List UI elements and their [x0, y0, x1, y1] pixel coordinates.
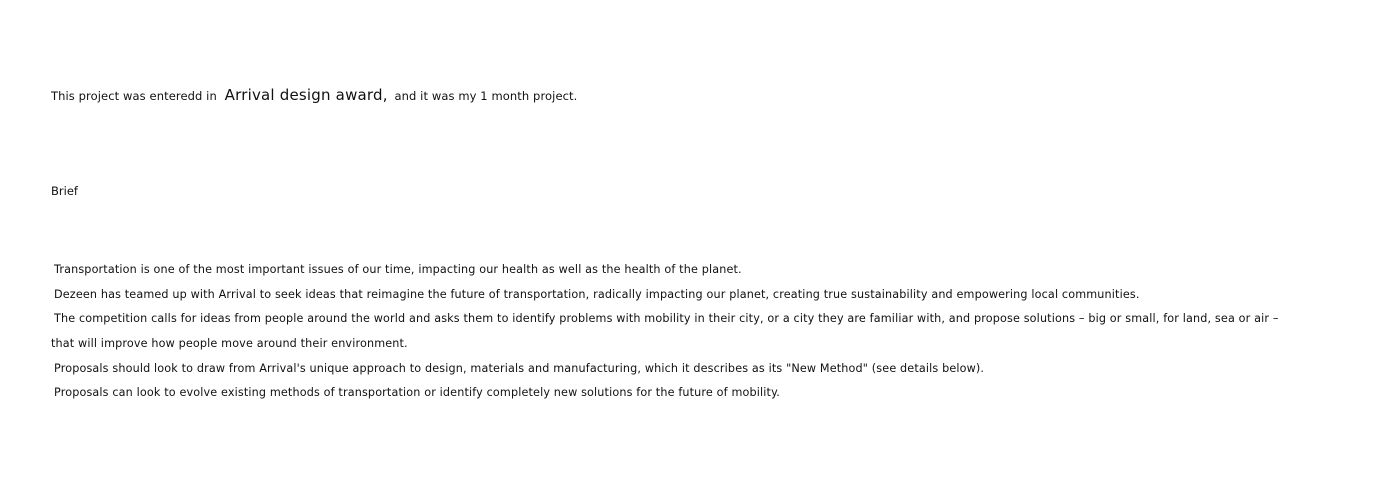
brief-line: Proposals should look to draw from Arrival's unique approach to design, materials and manufacturing, which it describes as its "New Method" (see details below). [54, 361, 985, 375]
brief-heading: Brief [51, 184, 78, 198]
brief-body [51, 258, 1279, 406]
intro-award-name: Arrival design award, [224, 86, 388, 104]
brief-line: Transportation is one of the most important issues of our time, impacting our health as well as the health of the planet. [54, 263, 742, 276]
brief-line: Dezeen has teamed up with Arrival to seek ideas that reimagine the future of transportation, radically impacting our planet, creating true sustainability and empowering local communities. [54, 287, 1140, 301]
brief-line: Proposals can look to evolve existing methods of transportation or identify completely new solutions for the future of mobility. [54, 386, 780, 400]
brief-line: The competition calls for ideas from people around the world and asks them to identify problems with mobility in their city, or a city they are familiar with, and propose solutions – big or small, for land, sea or air – [54, 312, 1279, 326]
brief-line: that will improve how people move around their environment. [51, 337, 408, 351]
intro-prefix: This project was enteredd in [51, 89, 217, 103]
intro-suffix: and it was my 1 month project. [394, 89, 578, 103]
intro-paragraph [51, 86, 577, 104]
